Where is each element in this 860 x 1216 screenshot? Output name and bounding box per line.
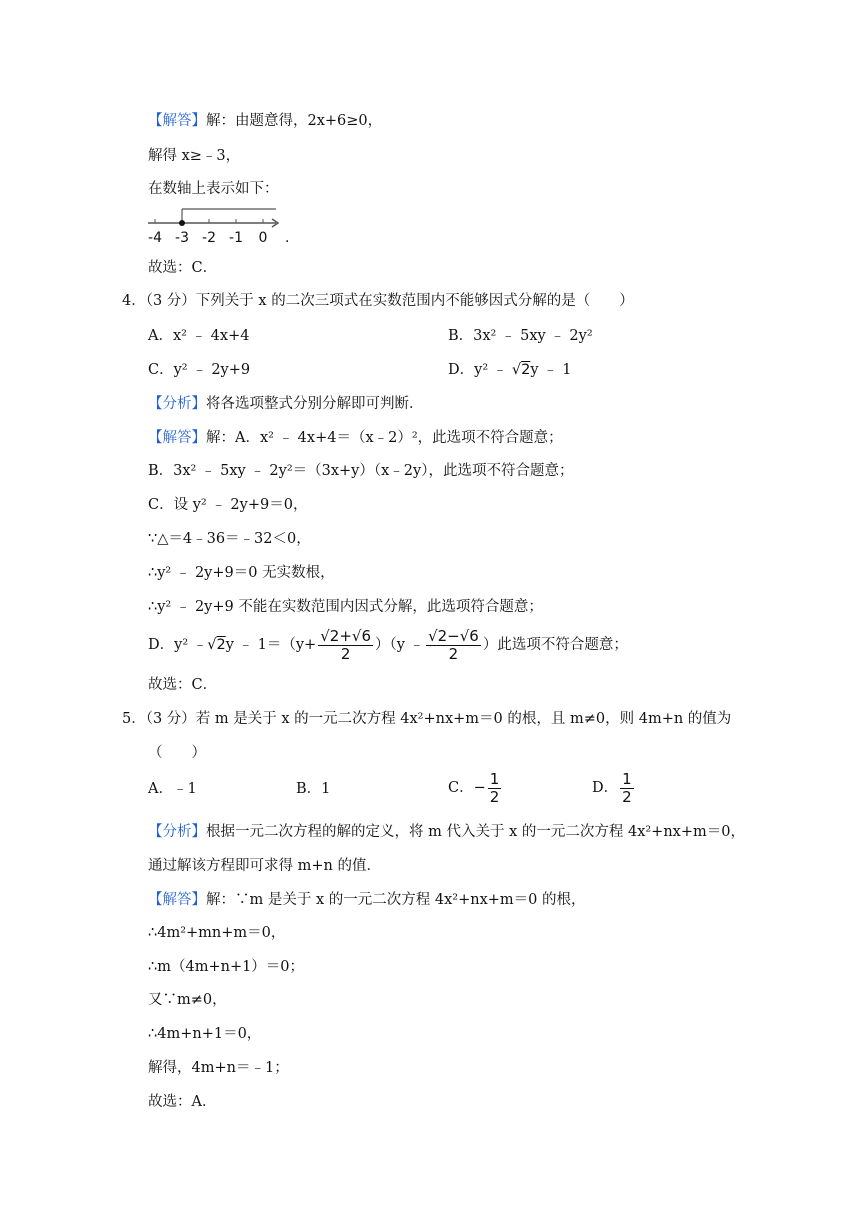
tick-label: -4 <box>148 230 162 246</box>
q5-solution-line5: ∴4m+n+1＝0， <box>148 1026 262 1042</box>
q5-solution-line4: 又∵m≠0， <box>148 992 227 1008</box>
analysis-tag: 【分析】 <box>148 824 206 840</box>
q3-solution-text: 解：由题意得，2x+6≥0， <box>206 113 383 129</box>
q4-option-a: A．x² ﹣ 4x+4 <box>148 328 250 344</box>
q4-option-b: B．3x² ﹣ 5xy ﹣ 2y² <box>448 328 593 344</box>
q4-solution-line4: ∵△＝4﹣36＝﹣32＜0， <box>148 531 311 547</box>
q5-analysis-line2: 通过解该方程即可求得 m+n 的值． <box>148 858 381 874</box>
q4-solution-line1 <box>148 428 563 448</box>
sqrt-symbol: √2 <box>207 637 226 653</box>
q3-solution-line <box>148 111 382 131</box>
analysis-tag: 【分析】 <box>148 396 206 412</box>
number-line <box>144 206 294 248</box>
q5-option-d-prefix: D． <box>592 780 619 796</box>
q5-answer: 故选：A． <box>148 1094 217 1110</box>
fraction-denominator: 2 <box>622 787 632 806</box>
minus-sign: − <box>473 780 486 796</box>
sqrt-symbol: √2 <box>511 362 531 378</box>
q4-d-post: ）此选项不符合题意； <box>482 637 628 653</box>
q5-option-d <box>592 770 636 806</box>
q4-analysis-text: 将各选项整式分别分解即可判断． <box>206 396 424 412</box>
q4-d-mid2: ）（y ﹣ <box>375 637 425 653</box>
q5-option-c-prefix: C． <box>448 780 474 796</box>
q5-option-c <box>448 770 503 806</box>
solution-tag: 【解答】 <box>148 892 206 908</box>
q4-solution-text: 解：A．x² ﹣ 4x+4＝（x﹣2）²，此选项不符合题意； <box>206 430 563 446</box>
q5-stem: 5．（3 分）若 m 是关于 x 的一元二次方程 4x²+nx+m＝0 的根，且 m≠0，则 4m+n 的值为 <box>122 711 732 727</box>
solid-point <box>179 220 185 226</box>
fraction-denominator: 2 <box>489 787 500 806</box>
q5-analysis-text: 根据一元二次方程的解的定义，将 m 代入关于 x 的一元二次方程 4x²+nx+m＝0， <box>206 824 745 840</box>
fraction <box>426 626 481 663</box>
q4-d-mid: y ﹣ 1＝（y+ <box>225 637 317 653</box>
q4-solution-line5: ∴y² ﹣ 2y+9＝0 无实数根， <box>148 565 335 581</box>
q5-solution-line6: 解得，4m+n＝﹣1； <box>148 1060 289 1076</box>
q5-solution-line2: ∴4m²+mn+m＝0， <box>148 925 286 941</box>
q3-solution-line2: 解得 x≥﹣3， <box>148 148 241 164</box>
q5-solution-line3: ∴m（4m+n+1）＝0； <box>148 959 305 975</box>
q4-d-prefix: D．y² ﹣ <box>148 637 208 653</box>
q4-option-d-radicand: 2 <box>521 362 531 378</box>
q3-solution-line3: 在数轴上表示如下： <box>148 181 279 197</box>
q4-solution-line7 <box>148 627 628 663</box>
fraction-denominator: 2 <box>448 644 459 663</box>
tick-label: -3 <box>175 230 189 246</box>
q4-option-d-prefix: D．y² ﹣ <box>448 362 508 378</box>
q4-solution-line3: C．设 y² ﹣ 2y+9＝0， <box>148 497 308 513</box>
tick-label: 0 <box>258 230 268 246</box>
q3-answer: 故选：C． <box>148 260 218 276</box>
q4-solution-line2: B．3x² ﹣ 5xy ﹣ 2y²＝（3x+y）（x﹣2y），此选项不符合题意； <box>148 463 574 479</box>
q5-stem-paren: （ ） <box>148 745 206 761</box>
q5-solution-text: 解：∵m 是关于 x 的一元二次方程 4x²+nx+m＝0 的根， <box>206 892 586 908</box>
fraction-numerator: 1 <box>622 769 632 788</box>
q4-option-d-suffix: y ﹣ 1 <box>530 362 572 378</box>
q4-answer: 故选：C． <box>148 677 218 693</box>
q5-option-a: A．﹣1 <box>148 781 197 797</box>
q4-stem: 4．（3 分）下列关于 x 的二次三项式在实数范围内不能够因式分解的是（ ） <box>122 293 634 309</box>
fraction-numerator: √2+√6 <box>320 626 371 645</box>
q4-solution-line6: ∴y² ﹣ 2y+9 不能在实数范围内因式分解，此选项符合题意； <box>148 599 543 615</box>
fraction <box>318 626 373 663</box>
fraction <box>620 769 634 806</box>
q5-option-b: B．1 <box>296 781 331 797</box>
tick-label: -2 <box>202 230 216 246</box>
solution-tag: 【解答】 <box>148 430 206 446</box>
fraction <box>488 769 502 806</box>
number-line-period: . <box>285 230 290 246</box>
fraction-numerator: 1 <box>489 769 500 788</box>
q4-d-radicand: 2 <box>216 637 226 653</box>
q4-option-d <box>448 360 571 380</box>
q5-analysis-line1 <box>148 822 745 842</box>
q4-analysis <box>148 394 424 414</box>
q5-solution-line1 <box>148 890 585 910</box>
fraction-numerator: √2−√6 <box>428 626 479 645</box>
solution-tag: 【解答】 <box>148 113 206 129</box>
tick-label: -1 <box>229 230 243 246</box>
fraction-denominator: 2 <box>340 644 351 663</box>
q4-option-c: C．y² ﹣ 2y+9 <box>148 362 251 378</box>
